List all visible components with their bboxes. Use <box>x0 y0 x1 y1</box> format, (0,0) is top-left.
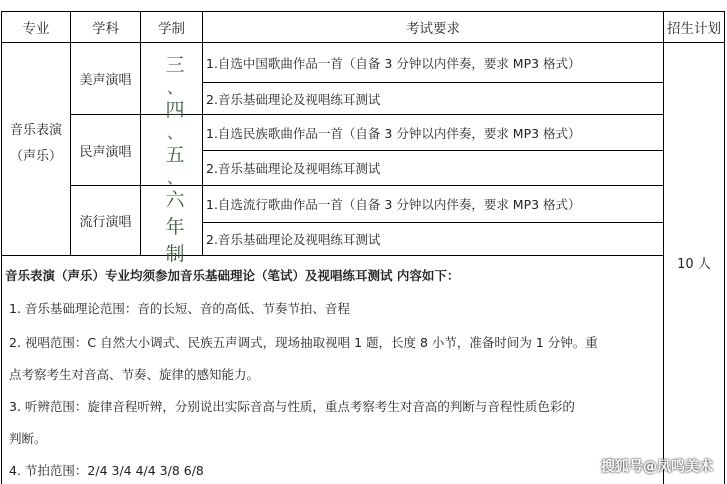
major-name-line1: 音乐表演 <box>9 123 62 138</box>
note-sight-singing-line2: 点考察考生对音高、节奏、旋律的感知能力。 <box>9 367 260 382</box>
note-ear-training-line1: 3. 听辨范围：旋律音程听辨，分别说出实际音高与性质，重点考察考生对音高的判断与音程性质色彩的 <box>9 399 575 414</box>
note-ear-training-line2: 判断。 <box>9 431 47 446</box>
system-char-8: 年 <box>165 216 185 238</box>
header-quota: 招生计划 <box>667 21 721 37</box>
requirement-folk-1: 1.自选民族歌曲作品一首（自备 3 分钟以内伴奏，要求 MP3 格式） <box>206 125 581 141</box>
requirement-bel-canto-1: 1.自选中国歌曲作品一首（自备 3 分钟以内伴奏，要求 MP3 格式） <box>206 55 581 71</box>
system-char-3: 四 <box>165 99 185 121</box>
header-requirements: 考试要求 <box>406 21 460 37</box>
border-right <box>724 11 725 484</box>
requirement-folk-2: 2.音乐基础理论及视唱练耳测试 <box>206 161 381 176</box>
note-meter: 4. 节拍范围：2/4 3/4 4/4 3/8 6/8 <box>9 463 204 478</box>
system-char-2: 、 <box>166 78 183 97</box>
major-name-line2: （声乐） <box>9 149 62 164</box>
header-major: 专业 <box>22 21 50 37</box>
school-system-vertical <box>150 52 200 265</box>
col-line-quota <box>663 11 664 484</box>
requirement-bel-canto-2: 2.音乐基础理论及视唱练耳测试 <box>206 91 381 107</box>
note-music-theory: 1. 音乐基础理论范围：音的长短、音的高低、节奏节拍、音程 <box>9 301 350 316</box>
border-left <box>1 11 2 484</box>
major-name <box>2 118 70 170</box>
system-char-6: 、 <box>166 168 183 187</box>
system-char-1: 三 <box>165 54 185 76</box>
quota-value: 10 人 <box>677 256 711 272</box>
note-sight-singing-line1: 2. 视唱范围：C 自然大小调式、民族五声调式，现场抽取视唱 1 题，长度 8 小节，准备时间为 1 分钟。重 <box>9 335 598 350</box>
notes-top-line <box>1 255 663 256</box>
subject-folk: 民声演唱 <box>79 144 132 160</box>
notes-title: 音乐表演（声乐）专业均须参加音乐基础理论（笔试）及视唱练耳测试 内容如下： <box>5 268 460 283</box>
system-char-7: 六 <box>165 189 185 211</box>
header-subject: 学科 <box>92 21 119 37</box>
col-line-subject <box>140 11 141 255</box>
watermark: 搜狐号@凤鸣美术 <box>601 459 713 475</box>
system-char-9: 制 <box>165 243 185 265</box>
system-char-5: 五 <box>165 144 185 166</box>
system-char-4: 、 <box>166 123 183 142</box>
subject-pop: 流行演唱 <box>79 215 132 230</box>
header-system: 学制 <box>158 21 185 37</box>
subject-bel-canto: 美声演唱 <box>79 73 132 88</box>
requirement-pop-1: 1.自选流行歌曲作品一首（自备 3 分钟以内伴奏，要求 MP3 格式） <box>206 197 581 212</box>
requirement-pop-2: 2.音乐基础理论及视唱练耳测试 <box>206 232 381 247</box>
